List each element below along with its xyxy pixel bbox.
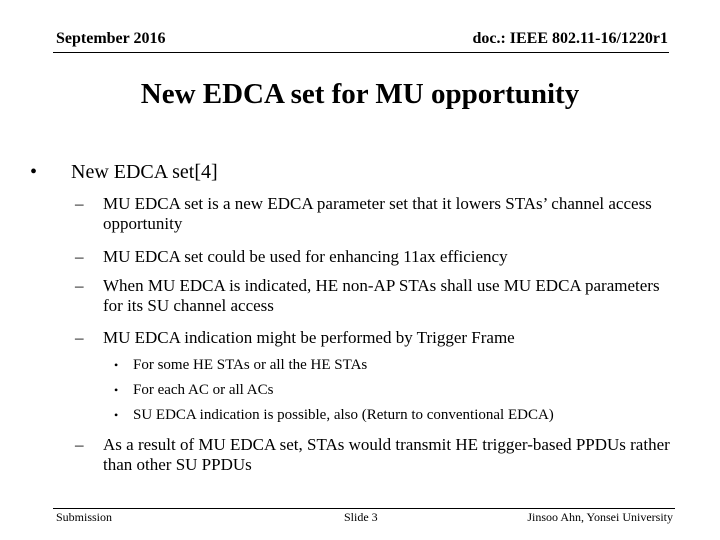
sub-bullet-text: When MU EDCA is indicated, HE non-AP STAs shall use MU EDCA parameters for its SU channel access [103, 276, 660, 315]
dash-marker: – [75, 247, 84, 266]
sub-bullet-text: MU EDCA set is a new EDCA parameter set that it lowers STAs’ channel access opportunity [103, 194, 652, 233]
header-date: September 2016 [56, 30, 166, 47]
footer-rule [53, 508, 675, 509]
bullet-marker: • [30, 161, 38, 183]
sub-sub-bullet-text: For each AC or all ACs [133, 382, 274, 398]
header-doc-id: doc.: IEEE 802.11-16/1220r1 [472, 30, 668, 47]
sub-sub-bullet-text: For some HE STAs or all the HE STAs [133, 357, 368, 373]
dash-marker: – [75, 194, 84, 213]
small-bullet-marker: • [114, 408, 119, 422]
small-bullet-marker: • [114, 358, 119, 372]
sub-bullet-text: As a result of MU EDCA set, STAs would transmit HE trigger-based PPDUs rather than other SU PPDUs [103, 435, 670, 474]
sub-sub-bullet-3 [114, 406, 554, 424]
sub-bullet-text: MU EDCA indication might be performed by Trigger Frame [103, 328, 515, 347]
sub-bullet-3 [75, 276, 675, 316]
sub-sub-bullet-text: SU EDCA indication is possible, also (Return to conventional EDCA) [133, 407, 554, 423]
sub-bullet-2 [75, 247, 675, 267]
sub-bullet-text: MU EDCA set could be used for enhancing 11ax efficiency [103, 247, 508, 266]
dash-marker: – [75, 276, 84, 295]
header-rule [53, 52, 669, 53]
sub-sub-bullet-1 [114, 356, 367, 374]
sub-bullet-5 [75, 435, 675, 475]
footer-submission: Submission [56, 510, 113, 524]
footer-author: Jinsoo Ahn, Yonsei University [527, 510, 673, 524]
sub-bullet-1 [75, 194, 675, 234]
small-bullet-marker: • [114, 383, 119, 397]
bullet-text: New EDCA set[4] [71, 161, 218, 183]
dash-marker: – [75, 435, 84, 454]
slide-title: New EDCA set for MU opportunity [140, 78, 580, 110]
sub-bullet-4 [75, 328, 675, 348]
dash-marker: – [75, 328, 84, 347]
footer-slide-number: Slide 3 [344, 510, 378, 524]
sub-sub-bullet-2 [114, 381, 273, 399]
